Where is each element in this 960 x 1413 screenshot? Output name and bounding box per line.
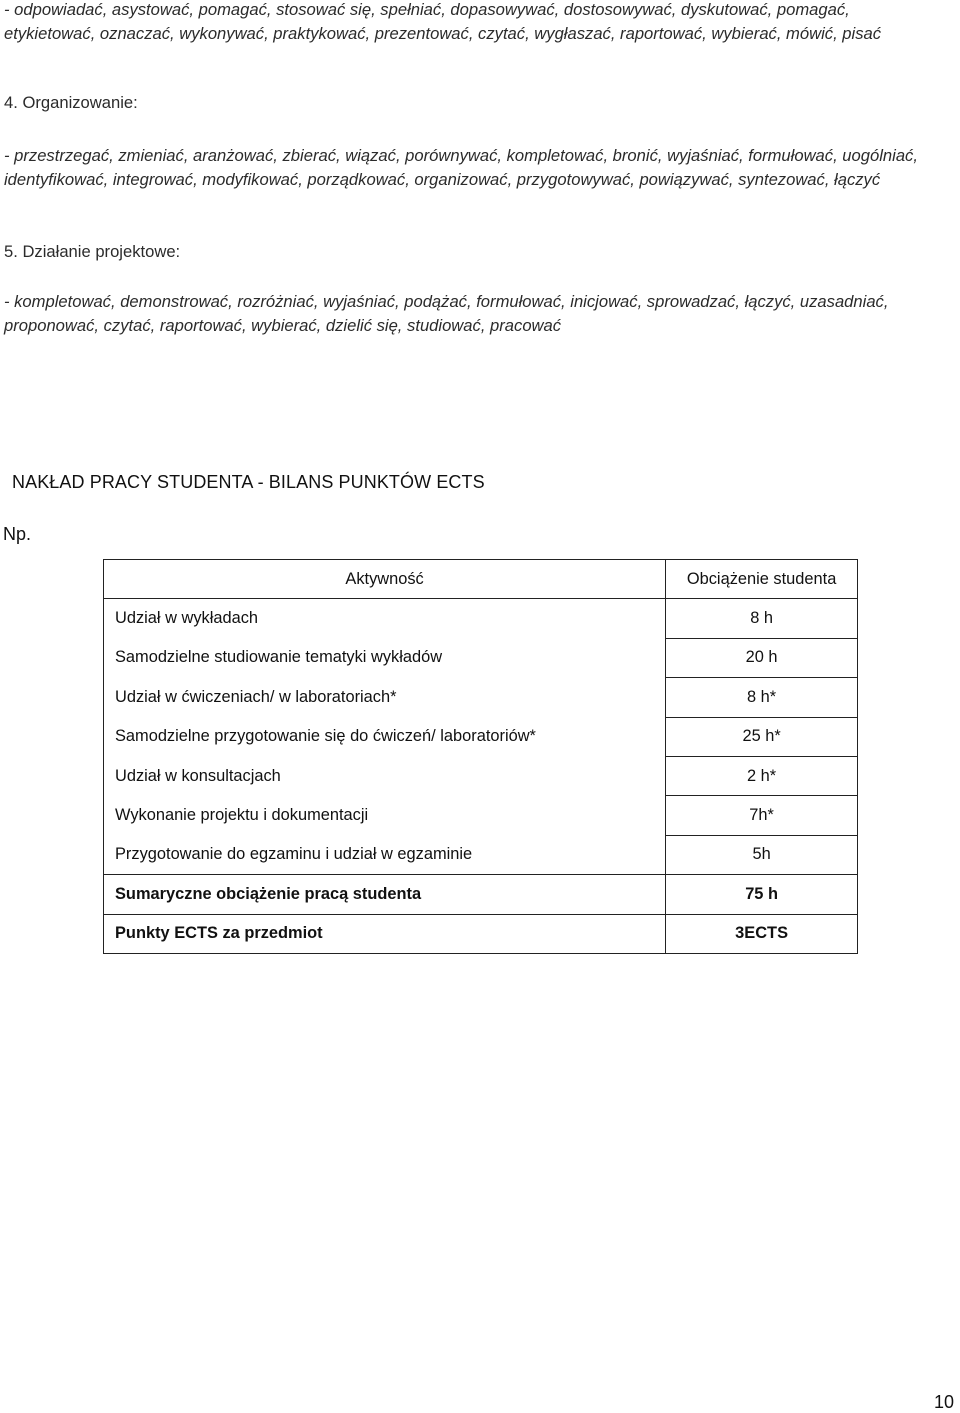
table-row: [104, 678, 858, 717]
verb-list-paragraph-5: - kompletować, demonstrować, rozróżniać, wyjaśniać, podążać, formułować, inicjować, sprowadzać, łączyć, uzasadniać, proponować, czytać, raportować, wybierać, dzielić się, studiować, pracować: [4, 292, 889, 335]
table-row-total: [104, 875, 858, 914]
table-header-row: [104, 560, 858, 599]
verb-list-paragraph-3: - odpowiadać, asystować, pomagać, stosować się, spełniać, dopasowywać, dostosowywać, dyskutować, pomagać, etykietować, oznaczać, wykonywać, praktykować, prezentować, czytać, wygłaszać, raportować, wybierać, mówić, pisać: [4, 0, 882, 43]
table-row: [104, 796, 858, 835]
heading-dzialanie-projektowe: 5. Działanie projektowe:: [4, 242, 181, 261]
table-row: [104, 599, 858, 638]
load-cell: 5h: [666, 835, 858, 874]
activity-cell: Wykonanie projektu i dokumentacji: [115, 806, 369, 825]
page-number: 10: [933, 1392, 954, 1412]
ects-load-cell: 3ECTS: [666, 914, 858, 953]
load-cell: 8 h*: [666, 678, 858, 717]
activity-cell: Udział w ćwiczeniach/ w laboratoriach*: [115, 687, 397, 706]
ects-activity-cell: Punkty ECTS za przedmiot: [104, 914, 666, 953]
load-cell: 8 h: [666, 599, 858, 638]
table-row: [104, 638, 858, 677]
table-row-ects: [104, 914, 858, 953]
activity-cell: Udział w konsultacjach: [115, 766, 281, 785]
activity-cell: Samodzielne przygotowanie się do ćwiczeń/ laboratoriów*: [115, 727, 536, 746]
activity-cell: Samodzielne studiowanie tematyki wykładów: [115, 648, 443, 667]
example-label: Np.: [3, 524, 32, 544]
total-activity-cell: Sumaryczne obciążenie pracą studenta: [104, 875, 666, 914]
load-cell: 20 h: [666, 638, 858, 677]
ects-workload-table: [103, 559, 858, 954]
total-load-cell: 75 h: [666, 875, 858, 914]
load-cell: 25 h*: [666, 717, 858, 756]
activity-cell: Przygotowanie do egzaminu i udział w egzaminie: [115, 845, 473, 864]
header-load: Obciążenie studenta: [666, 560, 858, 599]
table-row: [104, 756, 858, 795]
verb-list-paragraph-4: - przestrzegać, zmieniać, aranżować, zbierać, wiązać, porównywać, kompletować, bronić, wyjaśniać, formułować, uogólniać, identyfikować, integrować, modyfikować, porządkować, organizować, przygotowywać, powiązywać, syntezować, łączyć: [4, 146, 918, 189]
activity-cell: Udział w wykładach: [115, 609, 259, 628]
heading-organizowanie: 4. Organizowanie:: [4, 93, 138, 112]
load-cell: 2 h*: [666, 756, 858, 795]
load-cell: 7h*: [666, 796, 858, 835]
header-activity: Aktywność: [104, 560, 666, 599]
table-row: [104, 717, 858, 756]
section-title: NAKŁAD PRACY STUDENTA - BILANS PUNKTÓW ECTS: [12, 472, 485, 492]
table-row: [104, 835, 858, 874]
